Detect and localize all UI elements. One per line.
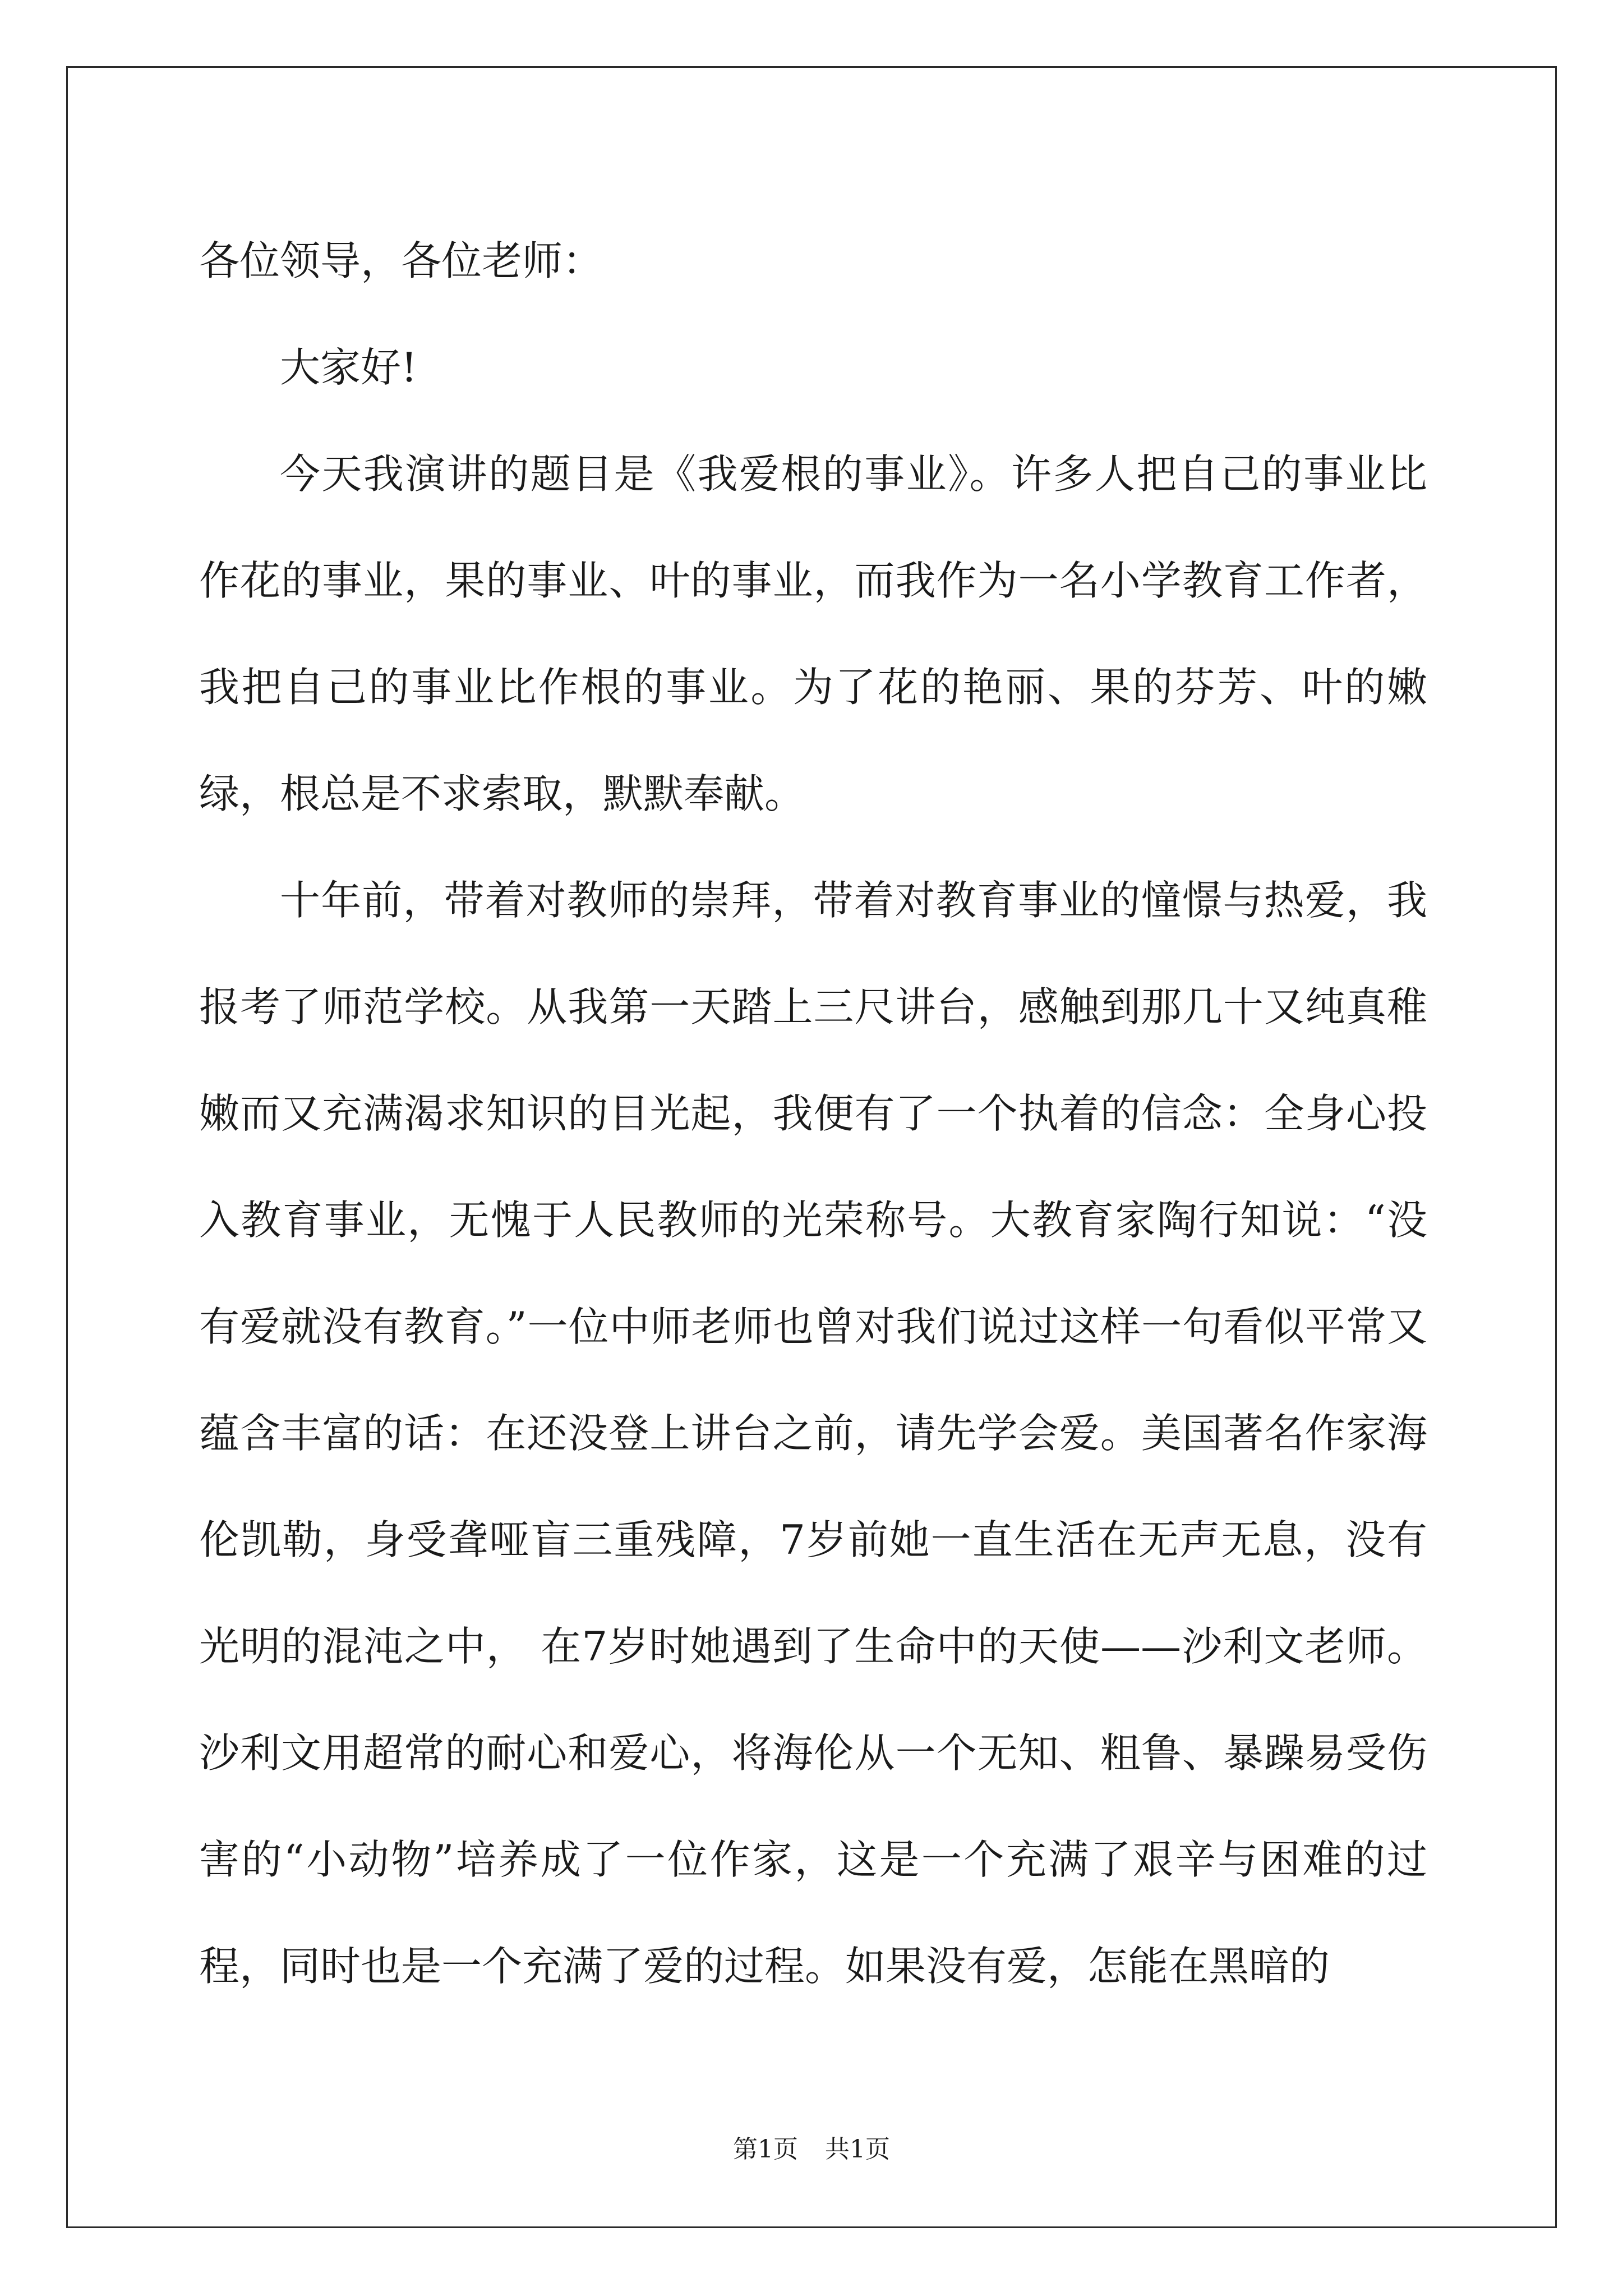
page-total: 共1页	[825, 2135, 890, 2164]
salutation: 各位领导，各位老师：	[199, 237, 603, 284]
paragraph: 十年前，带着对教师的崇拜，带着对教育事业的憧憬与热爱，我报考了师范学校。从我第一天踏上三尺讲台，感触到那几十又纯真稚嫩而又充满渴求知识的目光起，我便有了一个执着的信念：全身心投入教育事业，无愧于人民教师的光荣称号。大教育家陶行知说：“没有爱就没有教育。”一位中师老师也曾对我们说过这样一句看似平常又蕴含丰富的话：在还没登上讲台之前，请先学会爱。美国著名作家海伦凯勒，身受聋哑盲三重残障，7岁前她一直生活在无声无息，没有光明的混沌之中， 在7岁时她遇到了生命中的天使——沙利文老师。沙利文用超常的耐心和爱心，将海伦从一个无知、粗鲁、暴躁易受伤害的“小动物”培养成了一位作家，这是一个充满了艰辛与困难的过程，同时也是一个充满了爱的过程。如果没有爱，怎能在黑暗的	[199, 877, 1427, 1990]
page-number: 第1页	[733, 2135, 798, 2164]
paragraph: 今天我演讲的题目是《我爱根的事业》。许多人把自己的事业比作花的事业，果的事业、叶的事业，而我作为一名小学教育工作者，我把自己的事业比作根的事业。为了花的艳丽、果的芬芳、叶的嫩绿，根总是不求索取，默默奉献。	[199, 450, 1427, 817]
document-body	[199, 208, 1427, 2019]
greeting: 大家好!	[280, 344, 417, 391]
page-footer	[0, 2129, 1623, 2165]
